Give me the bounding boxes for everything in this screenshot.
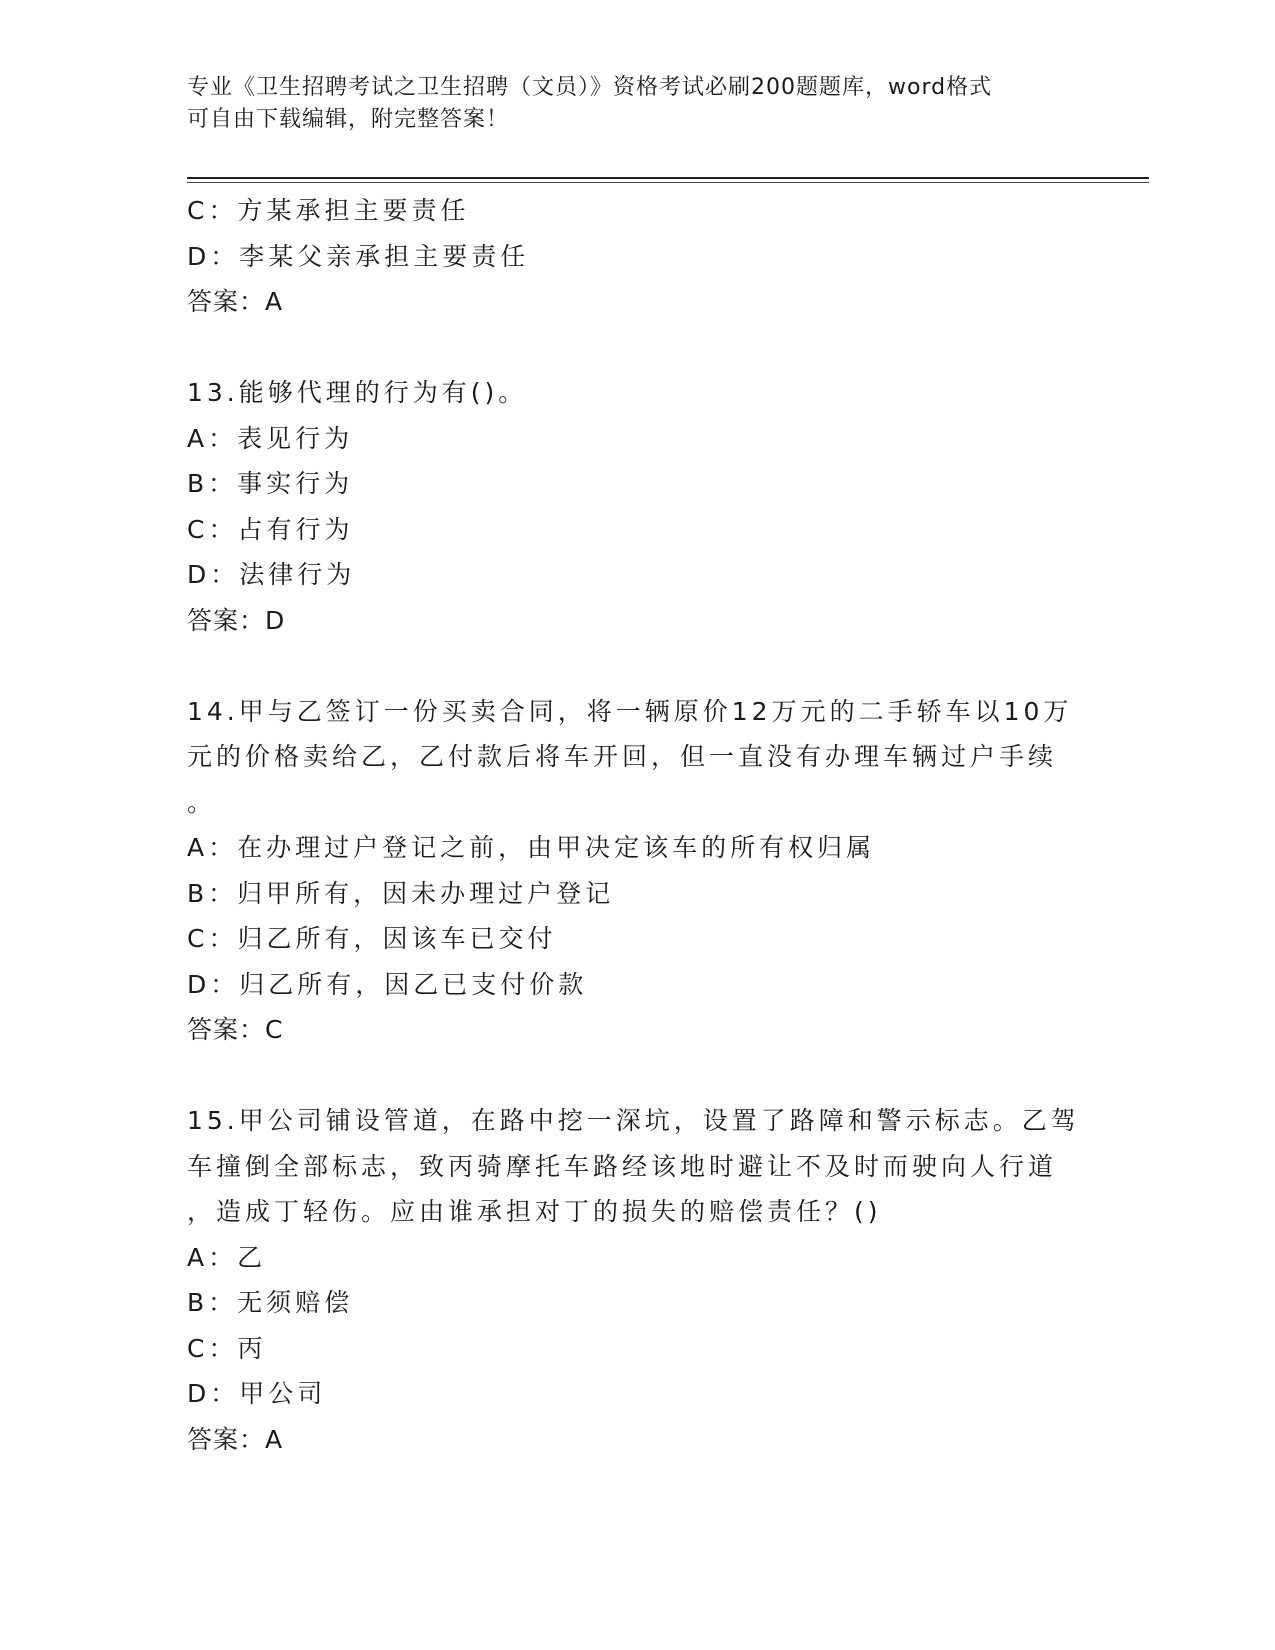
question-text-line-2: 车撞倒全部标志，致丙骑摩托车路经该地时避让不及时而驶向人行道 <box>187 1151 1058 1181</box>
answer: 答案：D <box>187 605 286 635</box>
answer: 答案：A <box>187 1424 284 1454</box>
previous-question-tail <box>187 188 1087 325</box>
answer: 答案：A <box>187 287 284 316</box>
answer: 答案：C <box>187 1015 284 1044</box>
question-14 <box>187 689 1087 1053</box>
question-text: 13.能够代理的行为有()。 <box>187 378 528 407</box>
question-13 <box>187 370 1087 643</box>
question-text-line-3: 。 <box>187 787 217 817</box>
header-line-1: 专业《卫生招聘考试之卫生招聘（文员）》资格考试必刷200题题库，word格式 <box>187 75 993 100</box>
question-list <box>187 188 1087 1462</box>
option-b: B：无须赔偿 <box>187 1288 354 1317</box>
header-line-2: 可自由下载编辑，附完整答案！ <box>187 107 510 132</box>
option-d: D：李某父亲承担主要责任 <box>187 241 530 271</box>
question-text-line-3: ，造成丁轻伤。应由谁承担对丁的损失的赔偿责任？() <box>187 1197 882 1226</box>
document-header <box>187 72 1077 136</box>
header-rule-thick <box>187 177 1149 179</box>
question-text-line-1: 15.甲公司铺设管道，在路中挖一深坑，设置了路障和警示标志。乙驾 <box>187 1106 1080 1135</box>
option-c: C：方某承担主要责任 <box>187 196 470 225</box>
question-15 <box>187 1098 1087 1462</box>
option-a: A：在办理过户登记之前，由甲决定该车的所有权归属 <box>187 833 876 862</box>
option-a: A：乙 <box>187 1242 267 1272</box>
option-b: B：事实行为 <box>187 469 354 498</box>
option-d: D：归乙所有，因乙已支付价款 <box>187 969 588 999</box>
header-rule-thin <box>187 182 1149 183</box>
option-d: D：甲公司 <box>187 1379 327 1408</box>
question-text-line-1: 14.甲与乙签订一份买卖合同，将一辆原价12万元的二手轿车以10万 <box>187 696 1073 726</box>
option-c: C：丙 <box>187 1333 267 1363</box>
question-text-line-2: 元的价格卖给乙，乙付款后将车开回，但一直没有办理车辆过户手续 <box>187 742 1058 771</box>
option-b: B：归甲所有，因未办理过户登记 <box>187 878 615 908</box>
option-c: C：归乙所有，因该车已交付 <box>187 924 557 953</box>
option-c: C：占有行为 <box>187 514 354 544</box>
option-d: D：法律行为 <box>187 560 356 589</box>
option-a: A：表见行为 <box>187 423 354 453</box>
